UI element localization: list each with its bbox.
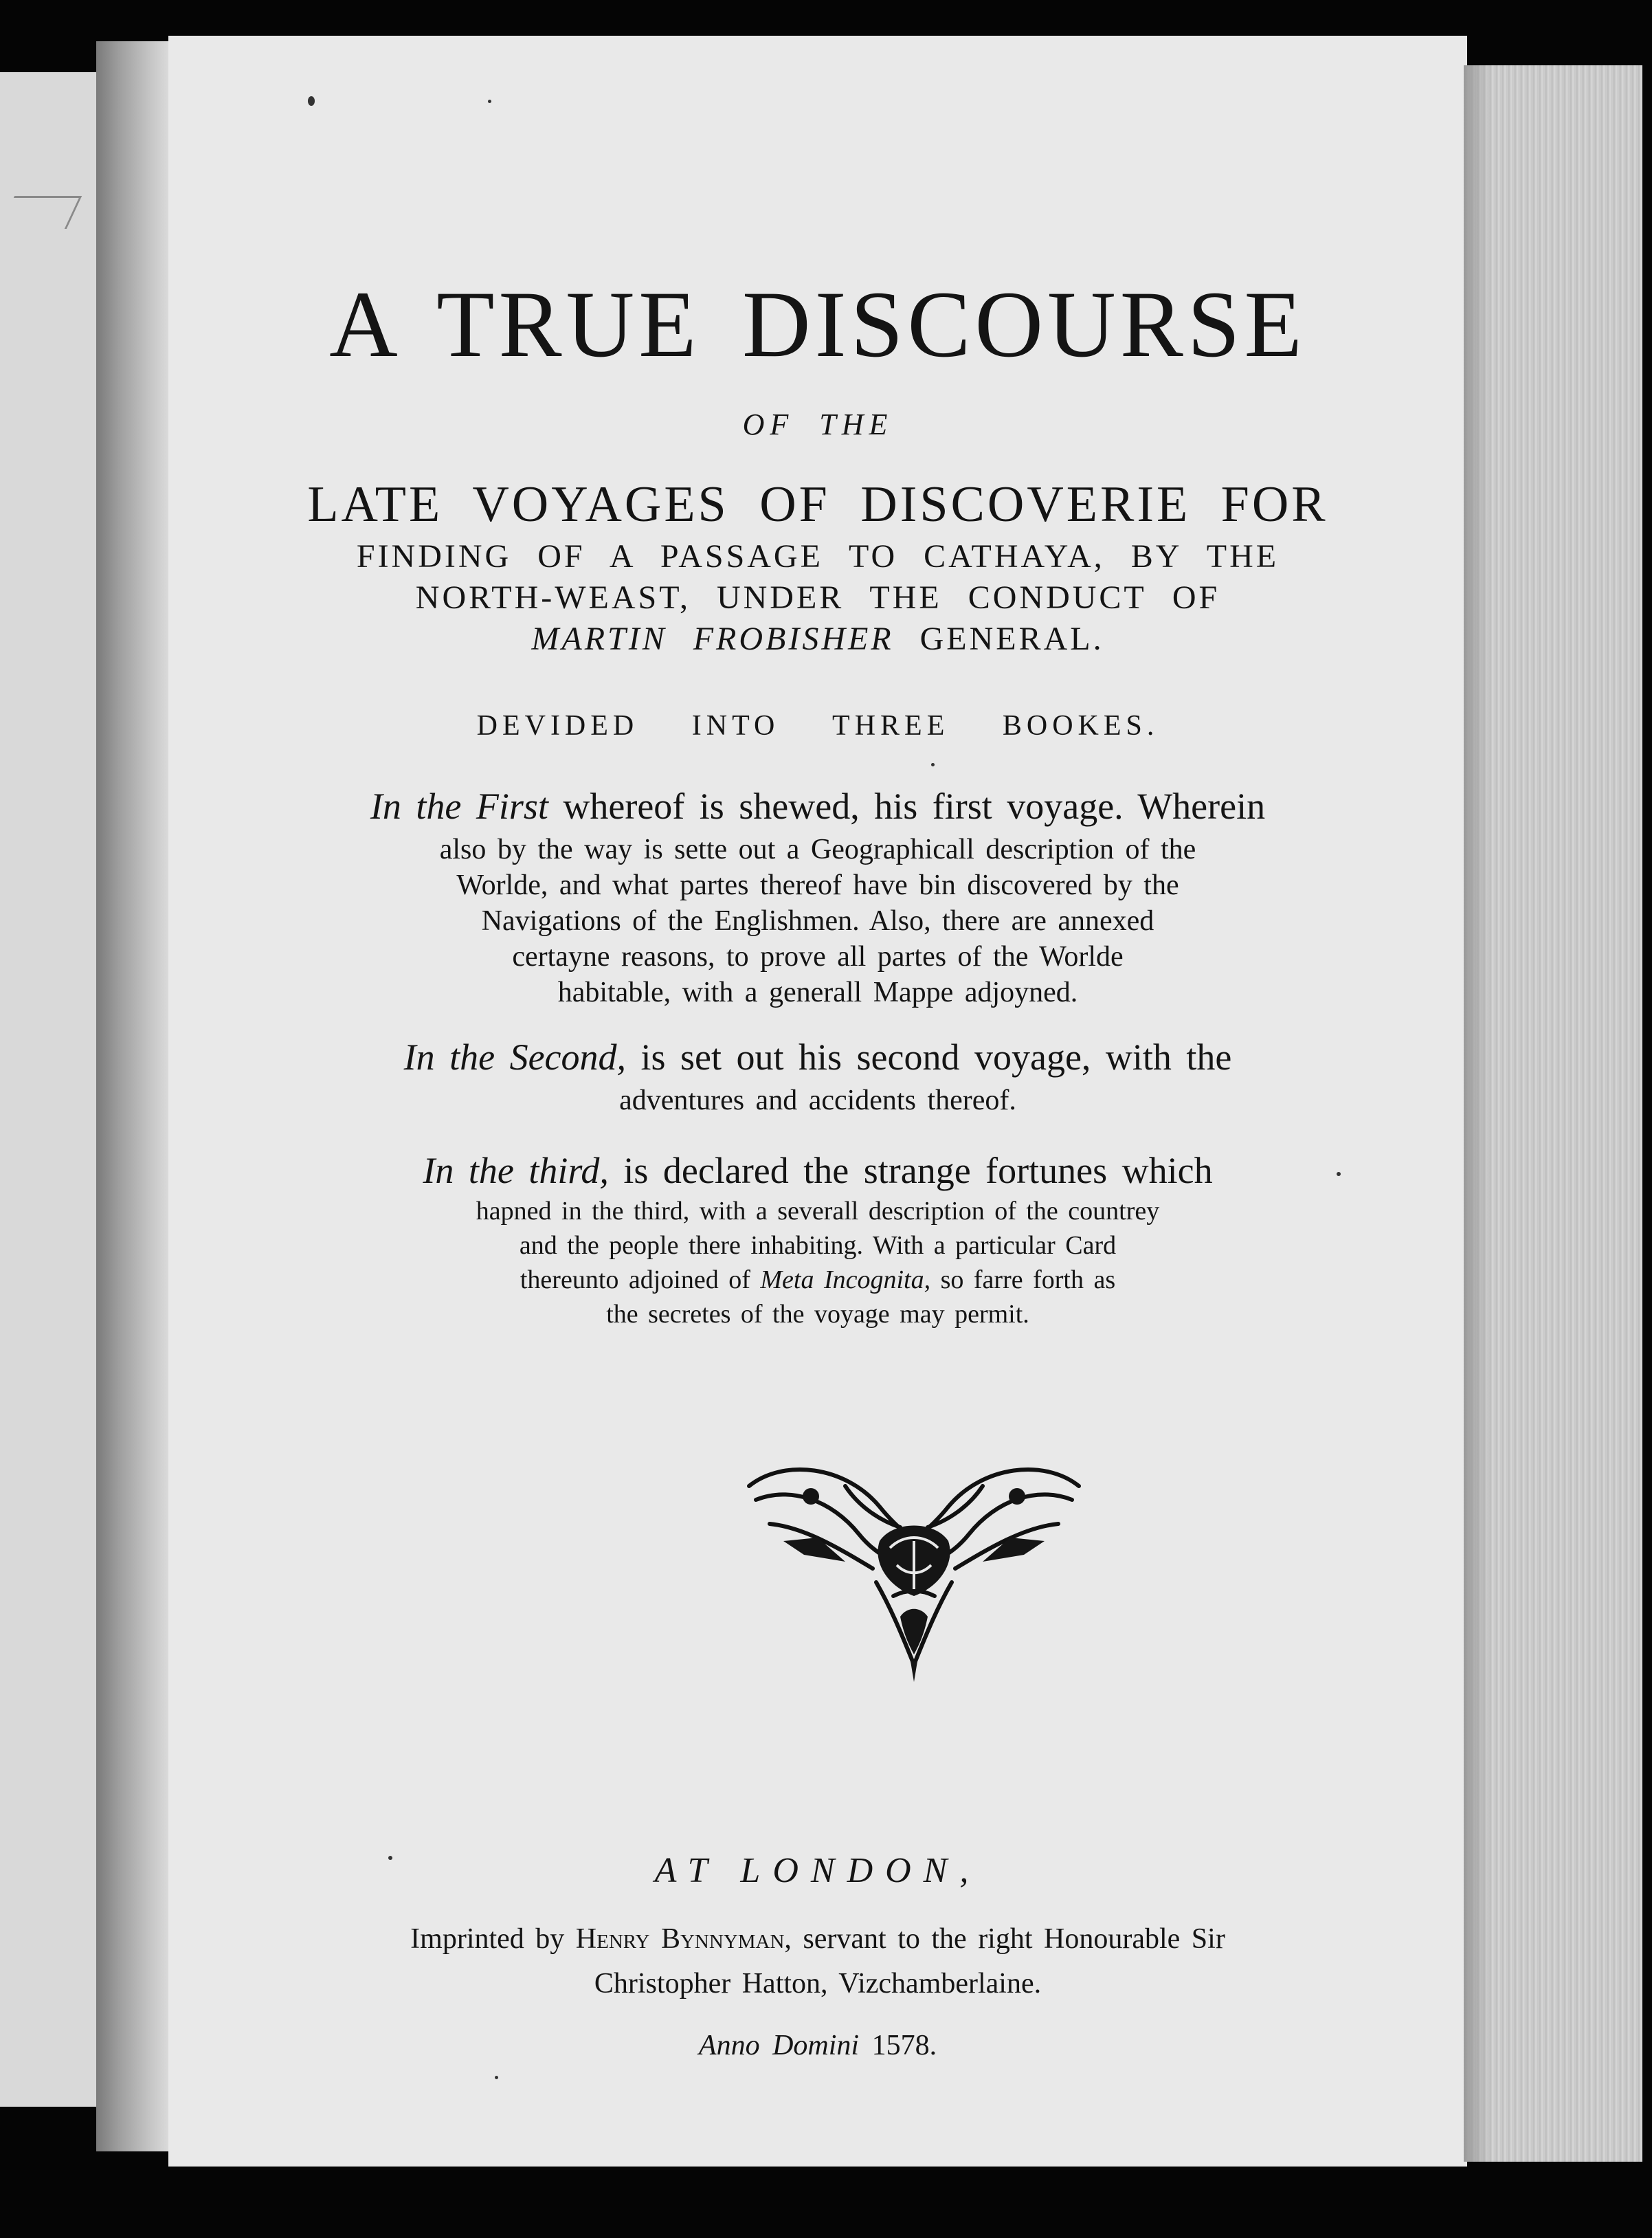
book2-label: In the Second, bbox=[403, 1037, 626, 1078]
imprint-line-2: Christopher Hatton, Vizchamberlaine. bbox=[594, 1968, 1042, 1999]
anno-domini: Anno Domini bbox=[698, 2030, 860, 2061]
imprint-date bbox=[168, 2029, 1467, 2062]
book3-lead-rest: is declared the strange fortunes which bbox=[608, 1150, 1213, 1191]
meta-incognita: Meta Incognita, bbox=[760, 1265, 931, 1294]
facing-page-mark bbox=[0, 196, 82, 229]
printers-ornament-icon bbox=[742, 1459, 1086, 1685]
book1-lead-rest: whereof is shewed, his first voyage. Wherein bbox=[548, 786, 1266, 827]
book1-line: Navigations of the Englishmen. Also, there are annexed bbox=[481, 905, 1154, 937]
book1-line: certayne reasons, to prove all partes of the Worlde bbox=[512, 941, 1124, 973]
devided-heading: DEVIDED INTO THREE BOOKES. bbox=[476, 710, 1159, 742]
book-gutter bbox=[96, 41, 172, 2151]
book3-label: In the third, bbox=[423, 1150, 609, 1191]
subtitle-line-4 bbox=[168, 620, 1467, 658]
book3-line bbox=[168, 1265, 1467, 1295]
book3-line4-pre: thereunto adjoined of bbox=[520, 1265, 761, 1294]
subtitle-line-2: FINDING OF A PASSAGE TO CATHAYA, BY THE bbox=[356, 538, 1280, 575]
subtitle-line-4-rest: GENERAL. bbox=[893, 621, 1104, 657]
book3-line: and the people there inhabiting. With a particular Card bbox=[519, 1231, 1117, 1260]
imprint-line-1 bbox=[168, 1923, 1467, 1956]
book1-line: habitable, with a generall Mappe adjoyned. bbox=[557, 977, 1078, 1008]
book2-lead bbox=[168, 1036, 1467, 1078]
book3-line4-post: so farre forth as bbox=[930, 1265, 1116, 1294]
book3-lead bbox=[168, 1149, 1467, 1192]
frobisher-name: MARTIN FROBISHER bbox=[531, 621, 894, 657]
of-the-line: OF THE bbox=[742, 408, 893, 441]
book1-label: In the First bbox=[370, 786, 548, 827]
page-edge-shadow bbox=[1464, 65, 1491, 2162]
imprint-line-1-post: servant to the right Honourable Sir bbox=[791, 1923, 1225, 1955]
printer-name: Henry Bynnyman, bbox=[575, 1923, 792, 1955]
subtitle-line-3: NORTH-WEAST, UNDER THE CONDUCT OF bbox=[415, 579, 1220, 616]
imprint-year: 1578. bbox=[859, 2030, 937, 2061]
book3-line: hapned in the third, with a severall description of the countrey bbox=[476, 1197, 1160, 1226]
main-title: A TRUE DISCOURSE bbox=[329, 272, 1306, 377]
subtitle-line-1: LATE VOYAGES OF DISCOVERIE FOR bbox=[307, 476, 1328, 533]
book2-line: adventures and accidents thereof. bbox=[619, 1085, 1016, 1116]
book1-line: also by the way is sette out a Geographicall description of the bbox=[439, 834, 1196, 865]
book3-line: the secretes of the voyage may permit. bbox=[606, 1300, 1029, 1329]
book1-lead bbox=[168, 785, 1467, 828]
imprint-place: AT LONDON, bbox=[654, 1851, 981, 1890]
book1-line: Worlde, and what partes thereof have bin discovered by the bbox=[456, 869, 1179, 901]
imprint-line-1-pre: Imprinted by bbox=[410, 1923, 576, 1955]
book2-lead-rest: is set out his second voyage, with the bbox=[626, 1037, 1232, 1078]
